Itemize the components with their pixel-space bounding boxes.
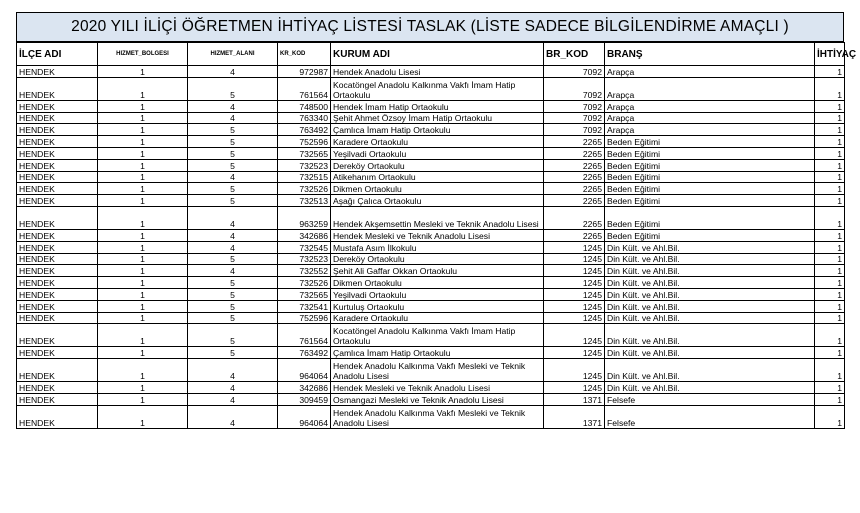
- cell-ilce: HENDEK: [17, 405, 98, 428]
- cell-brans: Beden Eğitimi: [605, 159, 815, 171]
- cell-brans: Din Kült. ve Ahl.Bil.: [605, 277, 815, 289]
- table-row: [17, 171, 845, 183]
- table-row: [17, 229, 845, 241]
- cell-ihtiyac: 1: [815, 100, 845, 112]
- cell-kr-kod: 309459: [278, 393, 331, 405]
- cell-kr-kod: 761564: [278, 324, 331, 347]
- cell-brans: Beden Eğitimi: [605, 229, 815, 241]
- cell-kr-kod: 964064: [278, 405, 331, 428]
- cell-hizmet-bolgesi: 1: [98, 359, 188, 382]
- sheet-title: 2020 YILI İLİÇİ ÖĞRETMEN İHTİYAÇ LİSTESİ TASLAK (LİSTE SADECE BİLGİLENDİRME AMAÇLI ): [16, 12, 844, 42]
- cell-kr-kod: 732565: [278, 288, 331, 300]
- cell-hizmet-bolgesi: 1: [98, 265, 188, 277]
- table-row: [17, 159, 845, 171]
- cell-ilce: HENDEK: [17, 300, 98, 312]
- cell-brans: Din Kült. ve Ahl.Bil.: [605, 359, 815, 382]
- cell-kurum-adi: Şehit Ali Gaffar Okkan Ortaokulu: [331, 265, 544, 277]
- cell-ihtiyac: 1: [815, 324, 845, 347]
- cell-kr-kod: 732552: [278, 265, 331, 277]
- cell-brans: Din Kült. ve Ahl.Bil.: [605, 382, 815, 394]
- cell-kr-kod: 732523: [278, 253, 331, 265]
- cell-hizmet-bolgesi: 1: [98, 159, 188, 171]
- table-row: [17, 241, 845, 253]
- cell-ihtiyac: 1: [815, 195, 845, 207]
- table-row: [17, 382, 845, 394]
- cell-ilce: HENDEK: [17, 229, 98, 241]
- cell-hizmet-alani: 4: [188, 112, 278, 124]
- cell-kurum-adi: Şehit Ahmet Özsoy İmam Hatip Ortaokulu: [331, 112, 544, 124]
- cell-kr-kod: 732513: [278, 195, 331, 207]
- cell-br-kod: 1371: [544, 405, 605, 428]
- cell-hizmet-bolgesi: 1: [98, 229, 188, 241]
- cell-ilce: HENDEK: [17, 382, 98, 394]
- cell-hizmet-bolgesi: 1: [98, 288, 188, 300]
- cell-hizmet-alani: 5: [188, 300, 278, 312]
- cell-ihtiyac: 1: [815, 206, 845, 229]
- cell-hizmet-alani: 5: [188, 136, 278, 148]
- cell-ilce: HENDEK: [17, 124, 98, 136]
- table-row: [17, 393, 845, 405]
- cell-hizmet-alani: 5: [188, 77, 278, 100]
- cell-br-kod: 1245: [544, 300, 605, 312]
- cell-br-kod: 7092: [544, 66, 605, 78]
- cell-brans: Beden Eğitimi: [605, 136, 815, 148]
- cell-ihtiyac: 1: [815, 393, 845, 405]
- cell-kr-kod: 964064: [278, 359, 331, 382]
- cell-ilce: HENDEK: [17, 288, 98, 300]
- cell-hizmet-alani: 5: [188, 183, 278, 195]
- cell-brans: Arapça: [605, 112, 815, 124]
- cell-br-kod: 1245: [544, 265, 605, 277]
- cell-ilce: HENDEK: [17, 66, 98, 78]
- header-kurum-adi: KURUM ADI: [331, 43, 544, 66]
- cell-hizmet-alani: 4: [188, 359, 278, 382]
- cell-ihtiyac: 1: [815, 147, 845, 159]
- cell-brans: Beden Eğitimi: [605, 195, 815, 207]
- cell-br-kod: 1245: [544, 312, 605, 324]
- cell-ihtiyac: 1: [815, 265, 845, 277]
- cell-brans: Din Kült. ve Ahl.Bil.: [605, 324, 815, 347]
- cell-ilce: HENDEK: [17, 171, 98, 183]
- cell-hizmet-bolgesi: 1: [98, 312, 188, 324]
- cell-ilce: HENDEK: [17, 277, 98, 289]
- cell-brans: Din Kült. ve Ahl.Bil.: [605, 300, 815, 312]
- cell-ihtiyac: 1: [815, 241, 845, 253]
- table-row: [17, 324, 845, 347]
- cell-kr-kod: 972987: [278, 66, 331, 78]
- cell-kurum-adi: Mustafa Asım İlkokulu: [331, 241, 544, 253]
- cell-kr-kod: 342686: [278, 382, 331, 394]
- cell-hizmet-alani: 5: [188, 253, 278, 265]
- cell-kurum-adi: Hendek Anadolu Kalkınma Vakfı Mesleki ve Teknik Anadolu Lisesi: [331, 359, 544, 382]
- cell-ihtiyac: 1: [815, 253, 845, 265]
- cell-ilce: HENDEK: [17, 136, 98, 148]
- table-body: [17, 66, 845, 429]
- cell-br-kod: 1245: [544, 347, 605, 359]
- cell-kr-kod: 752596: [278, 136, 331, 148]
- cell-hizmet-alani: 4: [188, 206, 278, 229]
- header-kr-kod: KR_KOD: [278, 43, 331, 66]
- cell-kurum-adi: Yeşilvadi Ortaokulu: [331, 288, 544, 300]
- table-row: [17, 124, 845, 136]
- table-row: [17, 312, 845, 324]
- cell-brans: Din Kült. ve Ahl.Bil.: [605, 241, 815, 253]
- cell-hizmet-bolgesi: 1: [98, 277, 188, 289]
- cell-hizmet-alani: 4: [188, 66, 278, 78]
- cell-hizmet-bolgesi: 1: [98, 183, 188, 195]
- cell-kurum-adi: Çamlıca İmam Hatip Ortaokulu: [331, 347, 544, 359]
- cell-kurum-adi: Karadere Ortaokulu: [331, 136, 544, 148]
- cell-ilce: HENDEK: [17, 206, 98, 229]
- cell-hizmet-alani: 5: [188, 195, 278, 207]
- table-row: [17, 77, 845, 100]
- table-row: [17, 253, 845, 265]
- cell-kr-kod: 732523: [278, 159, 331, 171]
- cell-ilce: HENDEK: [17, 265, 98, 277]
- cell-br-kod: 1245: [544, 241, 605, 253]
- cell-br-kod: 2265: [544, 159, 605, 171]
- cell-br-kod: 2265: [544, 183, 605, 195]
- cell-ilce: HENDEK: [17, 359, 98, 382]
- cell-kurum-adi: Dereköy Ortaokulu: [331, 159, 544, 171]
- table-row: [17, 347, 845, 359]
- table-row: [17, 100, 845, 112]
- cell-brans: Din Kült. ve Ahl.Bil.: [605, 253, 815, 265]
- table-row: [17, 265, 845, 277]
- cell-kurum-adi: Dereköy Ortaokulu: [331, 253, 544, 265]
- cell-hizmet-alani: 4: [188, 405, 278, 428]
- cell-br-kod: 1245: [544, 277, 605, 289]
- cell-kurum-adi: Aşağı Çalıca Ortaokulu: [331, 195, 544, 207]
- cell-ihtiyac: 1: [815, 359, 845, 382]
- table-row: [17, 195, 845, 207]
- cell-ihtiyac: 1: [815, 229, 845, 241]
- cell-kurum-adi: Osmangazi Mesleki ve Teknik Anadolu Lisesi: [331, 393, 544, 405]
- cell-br-kod: 1245: [544, 324, 605, 347]
- cell-hizmet-bolgesi: 1: [98, 147, 188, 159]
- cell-hizmet-alani: 5: [188, 147, 278, 159]
- cell-hizmet-bolgesi: 1: [98, 347, 188, 359]
- cell-kr-kod: 963259: [278, 206, 331, 229]
- cell-ilce: HENDEK: [17, 159, 98, 171]
- cell-hizmet-alani: 5: [188, 124, 278, 136]
- cell-ilce: HENDEK: [17, 393, 98, 405]
- cell-hizmet-alani: 4: [188, 382, 278, 394]
- cell-kr-kod: 732515: [278, 171, 331, 183]
- cell-ilce: HENDEK: [17, 112, 98, 124]
- table-row: [17, 405, 845, 428]
- cell-brans: Arapça: [605, 100, 815, 112]
- cell-ilce: HENDEK: [17, 347, 98, 359]
- cell-hizmet-bolgesi: 1: [98, 382, 188, 394]
- cell-br-kod: 2265: [544, 229, 605, 241]
- cell-ilce: HENDEK: [17, 183, 98, 195]
- table-row: [17, 359, 845, 382]
- cell-kr-kod: 761564: [278, 77, 331, 100]
- cell-ilce: HENDEK: [17, 241, 98, 253]
- cell-br-kod: 1371: [544, 393, 605, 405]
- cell-ihtiyac: 1: [815, 277, 845, 289]
- table-row: [17, 66, 845, 78]
- header-ihtiyac: İHTİYAÇ: [815, 43, 845, 66]
- cell-kurum-adi: Dikmen Ortaokulu: [331, 183, 544, 195]
- cell-br-kod: 2265: [544, 206, 605, 229]
- cell-kr-kod: 752596: [278, 312, 331, 324]
- cell-hizmet-alani: 4: [188, 393, 278, 405]
- cell-hizmet-bolgesi: 1: [98, 393, 188, 405]
- cell-br-kod: 2265: [544, 136, 605, 148]
- cell-ilce: HENDEK: [17, 312, 98, 324]
- cell-ilce: HENDEK: [17, 100, 98, 112]
- cell-hizmet-bolgesi: 1: [98, 253, 188, 265]
- cell-ihtiyac: 1: [815, 183, 845, 195]
- cell-hizmet-alani: 4: [188, 100, 278, 112]
- cell-ihtiyac: 1: [815, 136, 845, 148]
- cell-kurum-adi: Hendek Anadolu Kalkınma Vakfı Mesleki ve Teknik Anadolu Lisesi: [331, 405, 544, 428]
- cell-kr-kod: 732526: [278, 277, 331, 289]
- table-row: [17, 147, 845, 159]
- header-hizmet-bolgesi: HIZMET_BOLGESI: [98, 43, 188, 66]
- cell-brans: Beden Eğitimi: [605, 183, 815, 195]
- cell-brans: Arapça: [605, 66, 815, 78]
- cell-hizmet-alani: 5: [188, 277, 278, 289]
- cell-br-kod: 7092: [544, 77, 605, 100]
- cell-hizmet-bolgesi: 1: [98, 405, 188, 428]
- cell-brans: Din Kült. ve Ahl.Bil.: [605, 288, 815, 300]
- cell-ilce: HENDEK: [17, 147, 98, 159]
- cell-hizmet-bolgesi: 1: [98, 195, 188, 207]
- cell-ihtiyac: 1: [815, 405, 845, 428]
- cell-br-kod: 2265: [544, 171, 605, 183]
- cell-kr-kod: 342686: [278, 229, 331, 241]
- cell-brans: Beden Eğitimi: [605, 147, 815, 159]
- cell-hizmet-alani: 4: [188, 265, 278, 277]
- cell-br-kod: 1245: [544, 253, 605, 265]
- header-row: [17, 43, 845, 66]
- table-row: [17, 206, 845, 229]
- cell-kurum-adi: Kocatöngel Anadolu Kalkınma Vakfı İmam Hatip Ortaokulu: [331, 324, 544, 347]
- cell-brans: Din Kült. ve Ahl.Bil.: [605, 312, 815, 324]
- cell-kurum-adi: Kurtuluş Ortaokulu: [331, 300, 544, 312]
- cell-kurum-adi: Dikmen Ortaokulu: [331, 277, 544, 289]
- cell-kr-kod: 732545: [278, 241, 331, 253]
- cell-hizmet-bolgesi: 1: [98, 241, 188, 253]
- cell-kurum-adi: Çamlıca İmam Hatip Ortaokulu: [331, 124, 544, 136]
- cell-ilce: HENDEK: [17, 77, 98, 100]
- cell-hizmet-alani: 5: [188, 347, 278, 359]
- cell-br-kod: 1245: [544, 288, 605, 300]
- header-hizmet-alani: HIZMET_ALANI: [188, 43, 278, 66]
- cell-ilce: HENDEK: [17, 195, 98, 207]
- table-row: [17, 136, 845, 148]
- cell-br-kod: 1245: [544, 382, 605, 394]
- cell-br-kod: 2265: [544, 195, 605, 207]
- cell-br-kod: 7092: [544, 112, 605, 124]
- cell-brans: Arapça: [605, 124, 815, 136]
- cell-brans: Beden Eğitimi: [605, 206, 815, 229]
- cell-ilce: HENDEK: [17, 253, 98, 265]
- cell-hizmet-bolgesi: 1: [98, 124, 188, 136]
- cell-ihtiyac: 1: [815, 171, 845, 183]
- cell-ihtiyac: 1: [815, 112, 845, 124]
- cell-br-kod: 2265: [544, 147, 605, 159]
- cell-hizmet-bolgesi: 1: [98, 136, 188, 148]
- table-row: [17, 288, 845, 300]
- cell-ilce: HENDEK: [17, 324, 98, 347]
- cell-brans: Beden Eğitimi: [605, 171, 815, 183]
- cell-hizmet-alani: 5: [188, 324, 278, 347]
- cell-brans: Din Kült. ve Ahl.Bil.: [605, 265, 815, 277]
- cell-kurum-adi: Hendek Mesleki ve Teknik Anadolu Lisesi: [331, 382, 544, 394]
- cell-kurum-adi: Kocatöngel Anadolu Kalkınma Vakfı İmam Hatip Ortaokulu: [331, 77, 544, 100]
- cell-hizmet-alani: 4: [188, 229, 278, 241]
- cell-kurum-adi: Hendek Mesleki ve Teknik Anadolu Lisesi: [331, 229, 544, 241]
- cell-br-kod: 7092: [544, 124, 605, 136]
- cell-kr-kod: 763340: [278, 112, 331, 124]
- cell-hizmet-bolgesi: 1: [98, 112, 188, 124]
- table-row: [17, 277, 845, 289]
- cell-hizmet-alani: 5: [188, 159, 278, 171]
- cell-ihtiyac: 1: [815, 66, 845, 78]
- cell-kr-kod: 748500: [278, 100, 331, 112]
- cell-hizmet-alani: 4: [188, 241, 278, 253]
- header-brans: BRANŞ: [605, 43, 815, 66]
- cell-hizmet-alani: 5: [188, 288, 278, 300]
- cell-ihtiyac: 1: [815, 300, 845, 312]
- cell-ihtiyac: 1: [815, 347, 845, 359]
- cell-brans: Felsefe: [605, 393, 815, 405]
- needs-table: [16, 42, 857, 429]
- cell-hizmet-bolgesi: 1: [98, 77, 188, 100]
- cell-kurum-adi: Hendek Akşemsettin Mesleki ve Teknik Anadolu Lisesi: [331, 206, 544, 229]
- cell-hizmet-bolgesi: 1: [98, 324, 188, 347]
- cell-kr-kod: 763492: [278, 347, 331, 359]
- cell-hizmet-alani: 4: [188, 171, 278, 183]
- cell-ihtiyac: 1: [815, 124, 845, 136]
- cell-hizmet-bolgesi: 1: [98, 206, 188, 229]
- header-ilce: İLÇE ADI: [17, 43, 98, 66]
- cell-kurum-adi: Hendek Anadolu Lisesi: [331, 66, 544, 78]
- cell-hizmet-bolgesi: 1: [98, 171, 188, 183]
- cell-hizmet-bolgesi: 1: [98, 100, 188, 112]
- cell-kurum-adi: Yeşilvadi Ortaokulu: [331, 147, 544, 159]
- cell-ihtiyac: 1: [815, 288, 845, 300]
- table-row: [17, 112, 845, 124]
- table-row: [17, 300, 845, 312]
- cell-ihtiyac: 1: [815, 312, 845, 324]
- cell-brans: Arapça: [605, 77, 815, 100]
- cell-kr-kod: 732541: [278, 300, 331, 312]
- cell-kr-kod: 732526: [278, 183, 331, 195]
- cell-kurum-adi: Karadere Ortaokulu: [331, 312, 544, 324]
- table-row: [17, 183, 845, 195]
- cell-brans: Din Kült. ve Ahl.Bil.: [605, 347, 815, 359]
- cell-ihtiyac: 1: [815, 159, 845, 171]
- cell-ihtiyac: 1: [815, 77, 845, 100]
- cell-br-kod: 7092: [544, 100, 605, 112]
- cell-hizmet-alani: 5: [188, 312, 278, 324]
- cell-ihtiyac: 1: [815, 382, 845, 394]
- cell-hizmet-bolgesi: 1: [98, 300, 188, 312]
- header-br-kod: BR_KOD: [544, 43, 605, 66]
- cell-brans: Felsefe: [605, 405, 815, 428]
- cell-kurum-adi: Atikehanım Ortaokulu: [331, 171, 544, 183]
- cell-br-kod: 1245: [544, 359, 605, 382]
- cell-kurum-adi: Hendek İmam Hatip Ortaokulu: [331, 100, 544, 112]
- cell-hizmet-bolgesi: 1: [98, 66, 188, 78]
- cell-kr-kod: 763492: [278, 124, 331, 136]
- cell-kr-kod: 732565: [278, 147, 331, 159]
- spreadsheet: [16, 12, 857, 429]
